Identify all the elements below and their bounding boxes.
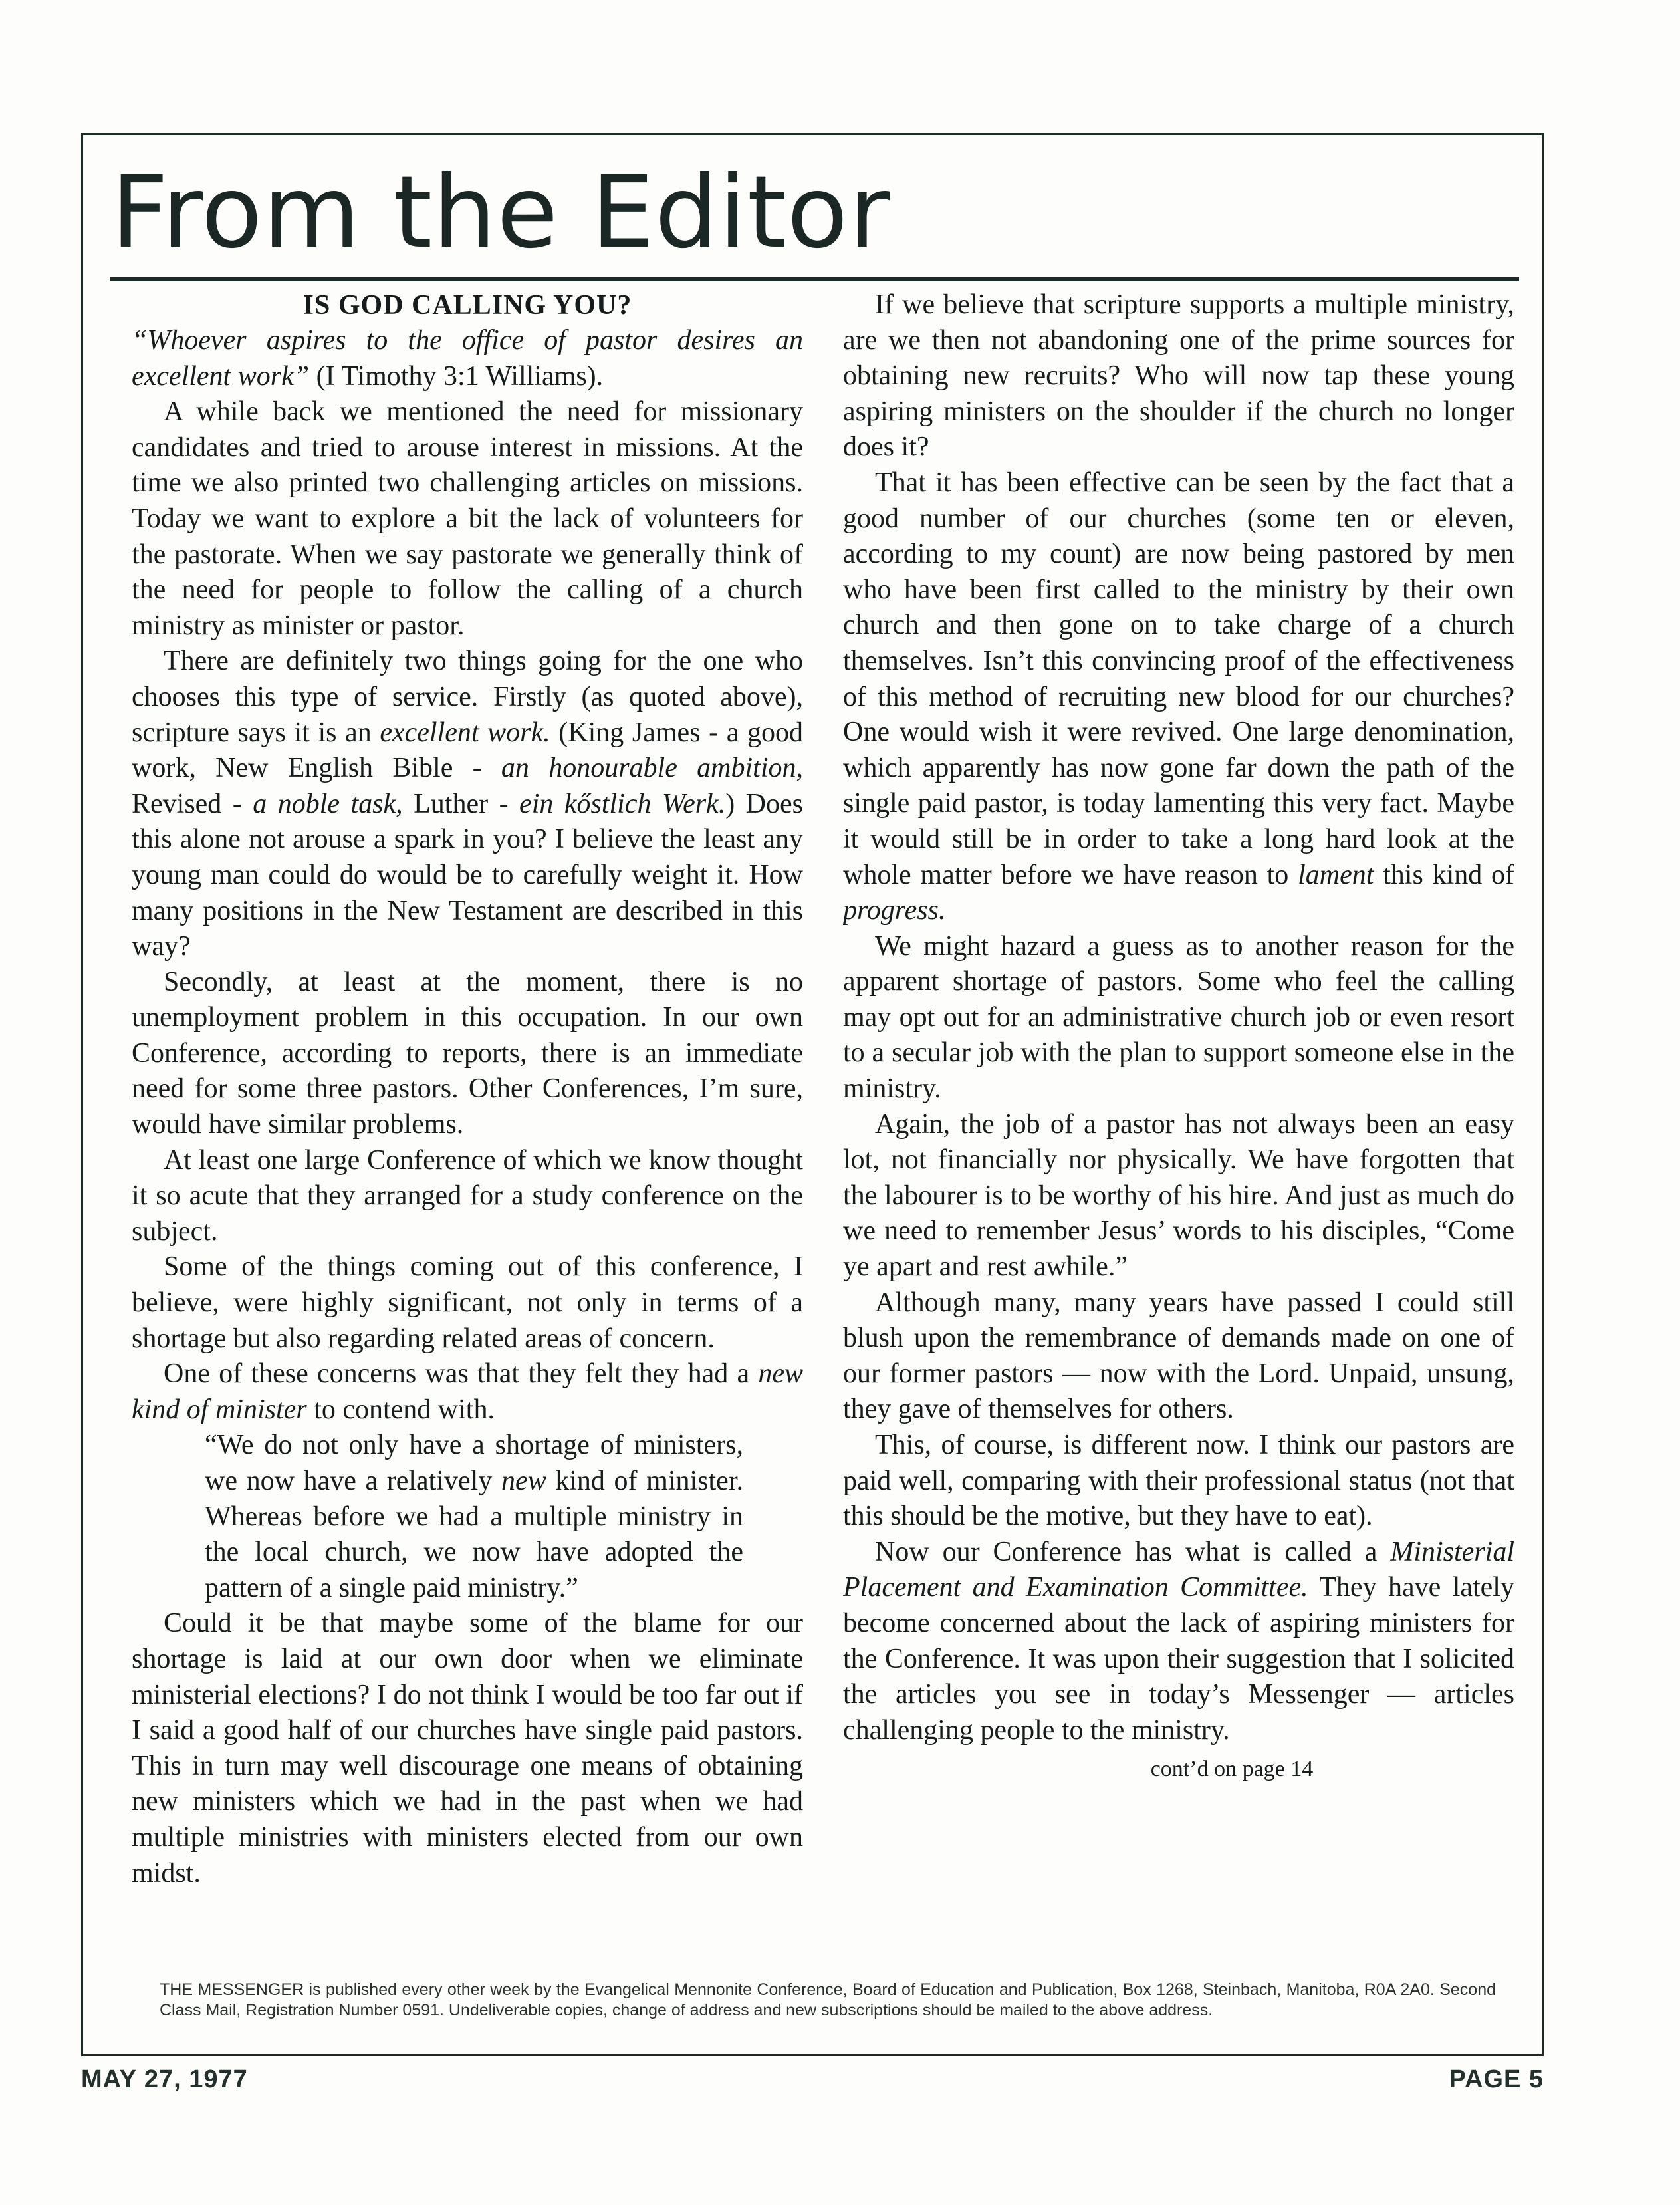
paragraph-11: Again, the job of a pastor has not always been an easy lot, not financially nor physically. We have forgotten that the labourer is to be worthy of his hire. And just as much do we need to remember Jesus’ words to his disciples, “Come ye apart and rest awhile.” bbox=[843, 1108, 1514, 1283]
paragraph-1: A while back we mentioned the need for missionary candidates and tried to arouse interest in missions. At the time we also printed two challenging articles on missions. Today we want to explore a bit the lack of volunteers for the pastorate. When we say pastorate we generally think of the need for people to follow the calling of a church ministry as minister or pastor. bbox=[132, 396, 803, 641]
italic-span: a noble task, bbox=[253, 788, 403, 819]
text-span: There are definitely two things going for the one who chooses this type of service. Firstly (as quoted above), scripture says it is an bbox=[132, 646, 803, 748]
italic-span: lament bbox=[1298, 859, 1374, 890]
paragraph-12: Although many, many years have passed I could still blush upon the remembrance of demands made on one of our former pastors — now with the Lord. Unpaid, unsung, they gave of themselves for others. bbox=[843, 1287, 1514, 1425]
text-span: They have lately become concerned about the lack of aspiring ministers for the Conference. It was upon their suggestion that I solicited the articles you see in today’s Messenger — articles challenging people to the ministry. bbox=[843, 1572, 1514, 1746]
epigraph-citation: (I Timothy 3:1 Williams). bbox=[309, 360, 604, 392]
paragraph-9 bbox=[843, 465, 1514, 929]
italic-span: Ministerial Placement and Examination Committee. bbox=[843, 1536, 1514, 1603]
paragraph-10: We might hazard a guess as to another reason for the apparent shortage of pastors. Some who feel the calling may opt out for an administrative church job or even resort to a secular job with the plan to support someone else in the ministry. bbox=[843, 930, 1514, 1104]
epigraph bbox=[132, 323, 803, 394]
italic-span: excellent work. bbox=[380, 717, 550, 748]
article-headline: IS GOD CALLING YOU? bbox=[302, 290, 632, 321]
paragraph-2 bbox=[132, 644, 803, 964]
continued-note: cont’d on page 14 bbox=[1150, 1757, 1314, 1782]
italic-span: new bbox=[501, 1466, 546, 1496]
paragraph-8: If we believe that scripture supports a multiple ministry, are we then not abandoning one of the prime sources for obtaining new recruits? Who will now tap these young aspiring ministers on the shoulder if the church no longer does it? bbox=[843, 289, 1514, 463]
masthead-title: From the Editor bbox=[111, 155, 891, 271]
paragraph-14 bbox=[843, 1535, 1514, 1749]
footer-page-number: PAGE 5 bbox=[1449, 2065, 1544, 2093]
masthead-rule bbox=[110, 277, 1519, 281]
article-column-left bbox=[132, 287, 803, 1976]
paragraph-7: Could it be that maybe some of the blame for our shortage is laid at our own door when we eliminate ministerial elections? I do not think I would be too far out if I said a good half of our churches have single paid pastors. This in turn may well discourage one means of obtaining new ministers which we had in the past when we had multiple ministries with ministers elected from our own midst. bbox=[132, 1608, 803, 1888]
text-span: One of these concerns was that they felt they had a bbox=[164, 1359, 759, 1390]
italic-span: an honourable ambition, bbox=[501, 753, 803, 784]
text-span: That it has been effective can be seen by the fact that a good number of our churches (some ten or eleven, according to my count) are now being pastored by men who have been first called to the ministry by their own church and then gone on to take charge of a church themselves. Isn’t this convincing proof of the effectiveness of this method of recruiting new blood for our churches? One would wish it were revived. One large denomination, which apparently has now gone far down the path of the single paid pastor, is today lamenting this very fact. Maybe it would still be in order to take a long hard look at the whole matter before we have reason to bbox=[843, 467, 1514, 890]
italic-span: ein kőstlich Werk. bbox=[519, 788, 726, 819]
footer-date: MAY 27, 1977 bbox=[81, 2065, 248, 2093]
text-span: Revised - bbox=[132, 788, 253, 819]
text-span: to contend with. bbox=[306, 1394, 495, 1425]
text-span: this kind of bbox=[1374, 859, 1514, 890]
epigraph-quote: “Whoever aspires to the office of pastor desires an excellent work” bbox=[132, 325, 803, 392]
text-span: kind of minister. Whereas before we had a multiple ministry in the local church, we now have adopted the pattern of a single paid ministry.” bbox=[205, 1466, 743, 1603]
paragraph-13: This, of course, is different now. I think our pastors are paid well, comparing with their professional status (not that this should be the motive, but they have to eat). bbox=[843, 1430, 1514, 1532]
italic-span: new kind of minister bbox=[132, 1359, 803, 1425]
paragraph-6 bbox=[132, 1357, 803, 1428]
block-quote bbox=[205, 1428, 743, 1606]
article-column-right bbox=[843, 287, 1514, 1976]
text-span: (King James - a good work, New English Bible - bbox=[132, 717, 803, 784]
text-span: Now our Conference has what is called a bbox=[875, 1536, 1391, 1567]
text-span: ) Does this alone not arouse a spark in you? I believe the least any young man could do would be to carefully weight it. How many positions in the New Testament are described in this way? bbox=[132, 788, 803, 962]
paragraph-3: Secondly, at least at the moment, there is no unemployment problem in this occupation. In our own Conference, according to reports, there is an immediate need for some three pastors. Other Conferences, I’m sure, would have similar problems. bbox=[132, 966, 803, 1140]
text-span: “We do not only have a shortage of ministers, we now have a relatively bbox=[205, 1430, 743, 1496]
text-span: Luther - bbox=[402, 788, 520, 819]
block-quote-text bbox=[205, 1428, 743, 1606]
italic-span: progress. bbox=[843, 895, 946, 926]
paragraph-5: Some of the things coming out of this conference, I believe, were highly significant, not only in terms of a shortage but also regarding related areas of concern. bbox=[132, 1251, 803, 1354]
publication-colophon: THE MESSENGER is published every other week by the Evangelical Mennonite Conference, Board of Education and Publication, Box 1268, Steinbach, Manitoba, R0A 2A0. Second Class Mail, Registration Number 0591. Undeliverable copies, change of address and new subscriptions should be mailed to the above address. bbox=[160, 1980, 1496, 2019]
paragraph-4: At least one large Conference of which we know thought it so acute that they arranged for a study conference on the subject. bbox=[132, 1144, 803, 1247]
